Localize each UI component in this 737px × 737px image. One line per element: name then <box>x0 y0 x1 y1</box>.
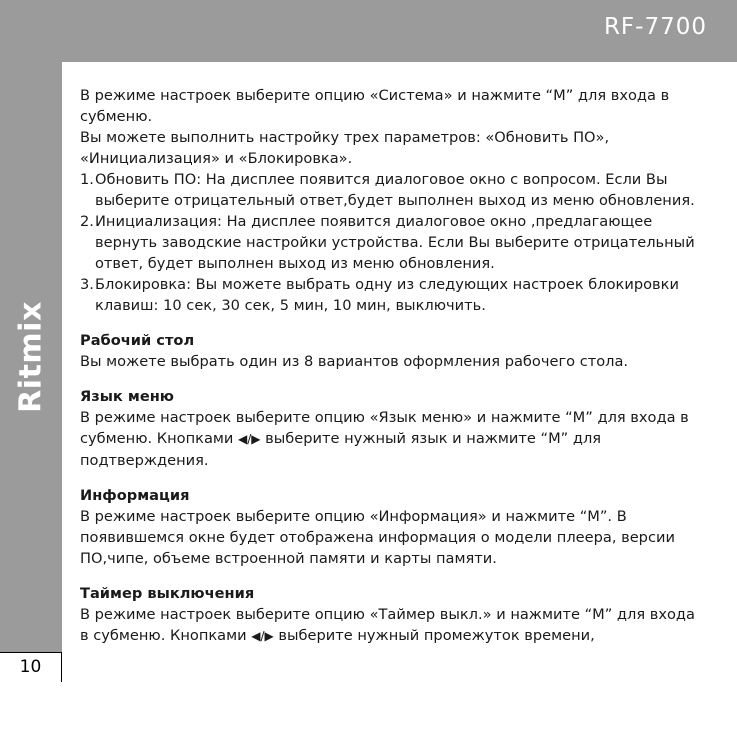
body-text: выберите нужный язык и нажмите “M” для подтверждения. <box>80 430 602 469</box>
list-item <box>80 211 705 274</box>
left-right-arrows-icon: ◀/▶ <box>238 432 261 446</box>
left-right-arrows-icon: ◀/▶ <box>251 629 274 643</box>
list-item-number: 3. <box>80 276 94 293</box>
section-body-language <box>80 407 705 471</box>
header-band <box>0 0 737 62</box>
body-text: выберите нужный промежуток времени, <box>273 627 595 644</box>
list-item-text: Обновить ПО: На дисплее появится диалоговое окно с вопросом. Если Вы выберите отрицательный ответ,будет выполнен выход из меню обновления. <box>95 171 695 209</box>
intro-paragraph-1: В режиме настроек выберите опцию «Система» и нажмите “M” для входа в субменю. <box>80 87 670 125</box>
list-item-text: Блокировка: Вы можете выбрать одну из следующих настроек блокировки клавиш: 10 сек, 30 сек, 5 мин, 10 мин, выключить. <box>95 276 679 314</box>
list-item-text: Инициализация: На дисплее появится диалоговое окно ,предлагающее вернуть заводские настройки устройства. Если Вы выберите отрицательный ответ, будет выполнен выход из меню обновления. <box>95 213 695 272</box>
model-name: RF-7700 <box>603 14 707 40</box>
section-body-info: В режиме настроек выберите опцию «Информация» и нажмите “M”. В появившемся окне будет отображена информация о модели плеера, версии ПО,чипе, объеме встроенной памяти и карты памяти. <box>80 508 675 567</box>
body-text: В режиме настроек выберите опцию «Таймер выкл.» и нажмите “M” для входа в субменю. Кнопками <box>80 606 695 644</box>
section-body-desktop: Вы можете выбрать один из 8 вариантов оформления рабочего стола. <box>80 353 629 370</box>
section-title-timer: Таймер выключения <box>80 585 255 602</box>
list-item-number: 1. <box>80 171 94 188</box>
section-title-desktop: Рабочий стол <box>80 332 195 349</box>
body-text: В режиме настроек выберите опцию «Язык меню» и нажмите “M” для входа в субменю. Кнопками <box>80 409 689 447</box>
list-item-number: 2. <box>80 213 94 230</box>
brand-logo: Ritmix <box>13 301 49 413</box>
settings-list <box>80 169 705 316</box>
page-number: 10 <box>0 652 62 682</box>
section-title-language: Язык меню <box>80 388 174 405</box>
section-title-info: Информация <box>80 487 190 504</box>
list-item <box>80 274 705 316</box>
intro-paragraph-2: Вы можете выполнить настройку трех параметров: «Обновить ПО», «Инициализация» и «Блокировка». <box>80 129 610 167</box>
list-item <box>80 169 705 211</box>
page-content <box>80 85 705 647</box>
section-body-timer <box>80 604 705 647</box>
